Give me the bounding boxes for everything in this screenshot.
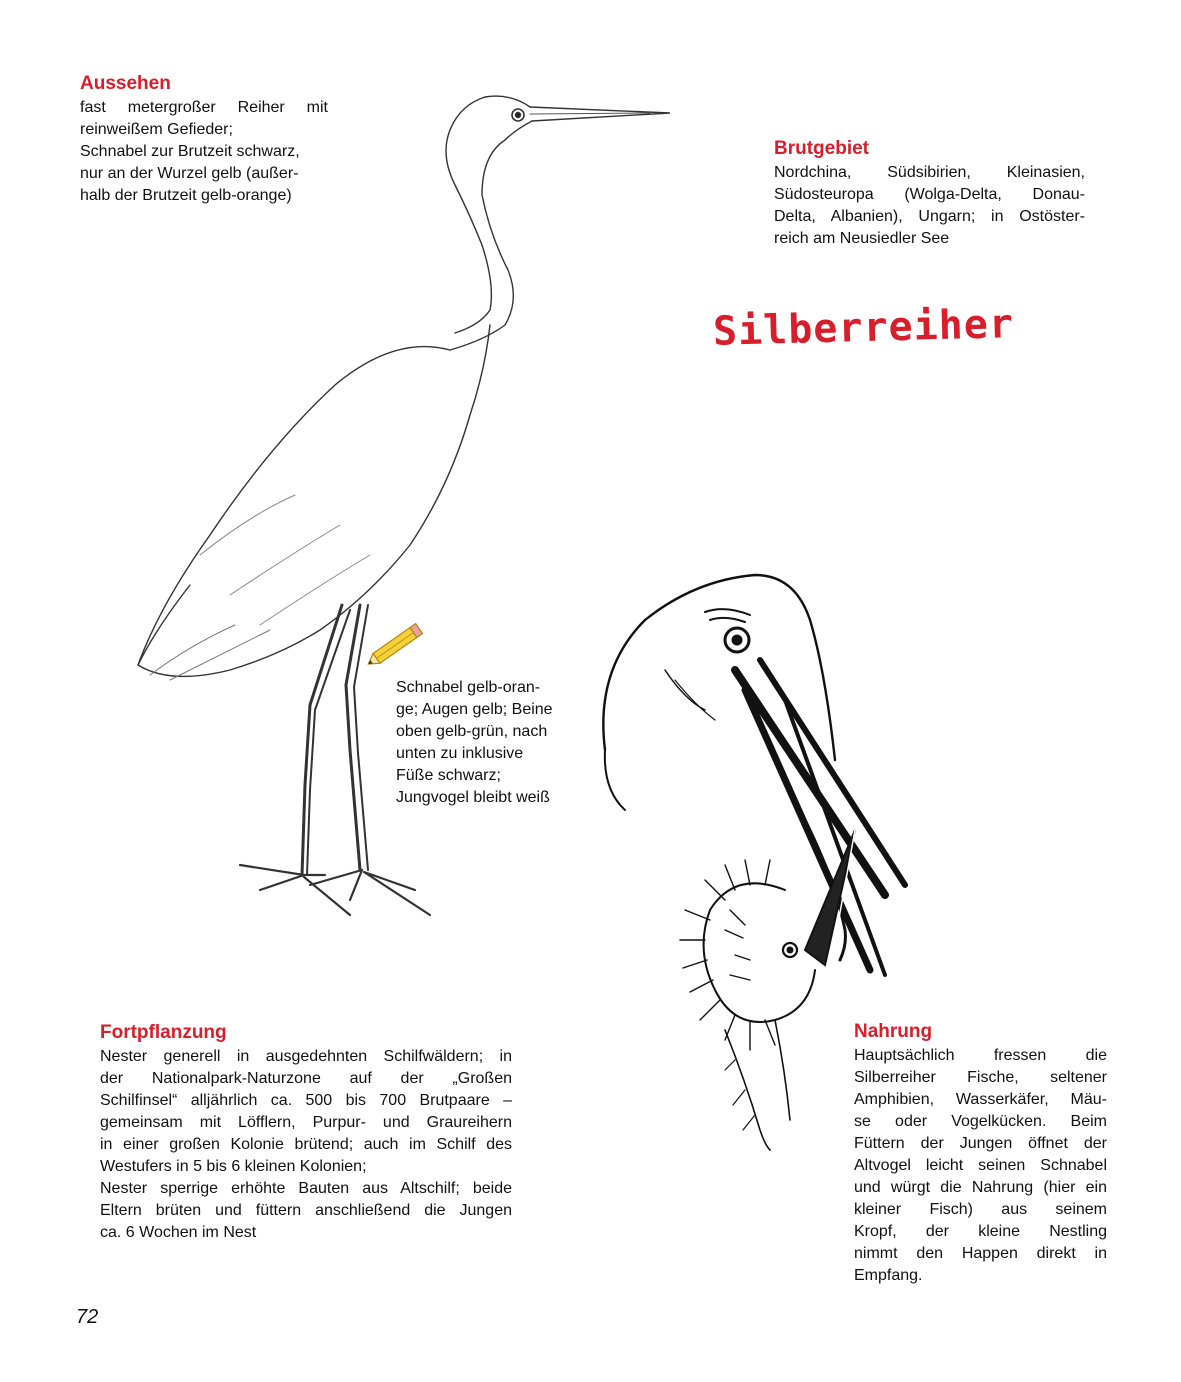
pencil-icon [362,618,432,670]
text-line: reinweißem Gefieder; [80,121,233,138]
text-line: Nester generell in ausgedehnten Schilfwäldern; in [100,1048,512,1065]
text-line: halb der Brutzeit gelb-orange) [80,187,292,204]
brutgebiet-heading: Brutgebiet [774,138,869,159]
color-note [396,677,553,809]
text-line: Kropf, der kleine Nestling [854,1223,1107,1240]
text-line: Jungvogel bleibt weiß [396,789,550,806]
text-line: Schnabel gelb-oran- [396,679,541,696]
text-line: Hauptsächlich fressen die [854,1047,1107,1064]
text-line: gemeinsam mit Löfflern, Purpur- und Graureihern [100,1114,512,1131]
fortpflanzung-heading: Fortpflanzung [100,1022,227,1043]
text-line: fast metergroßer Reiher mit [80,99,328,116]
nahrung-heading: Nahrung [854,1021,933,1042]
page-title: Silberreiher [712,301,1015,355]
text-line: Empfang. [854,1267,923,1284]
text-line: Schnabel zur Brutzeit schwarz, [80,143,300,160]
text-line: der Nationalpark-Naturzone auf der „Großen [100,1070,512,1087]
text-line: Südosteuropa (Wolga-Delta, Donau- [774,186,1085,203]
fortpflanzung-text [100,1046,512,1244]
text-line: in einer großen Kolonie brütend; auch im Schilf des [100,1136,512,1153]
text-line: se oder Vogelkücken. Beim [854,1113,1107,1130]
text-line: ca. 6 Wochen im Nest [100,1224,257,1241]
brutgebiet-text [774,162,1085,250]
text-line: Schilfinsel“ alljährlich ca. 500 bis 700 Brutpaare – [100,1092,512,1109]
text-line: und würgt die Nahrung (hier ein [854,1179,1107,1196]
section-brutgebiet [774,138,1085,250]
nahrung-text [854,1045,1107,1287]
text-line: kleiner Fisch) aus seinem [854,1201,1107,1218]
text-line: Eltern brüten und füttern anschließend die Jungen [100,1202,512,1219]
text-line: unten zu inklusive [396,745,524,762]
section-nahrung [854,1021,1107,1287]
text-line: Altvogel leicht seinen Schnabel [854,1157,1107,1174]
text-line: Amphibien, Wasserkäfer, Mäu- [854,1091,1107,1108]
text-line: ge; Augen gelb; Beine [396,701,553,718]
text-line: Nordchina, Südsibirien, Kleinasien, [774,164,1085,181]
aussehen-heading: Aussehen [80,73,171,94]
text-line: Silberreiher Fische, seltener [854,1069,1107,1086]
text-line: Füttern der Jungen öffnet der [854,1135,1107,1152]
text-line: reich am Neusiedler See [774,230,950,247]
text-line: Delta, Albanien), Ungarn; in Ostöster- [774,208,1085,225]
text-line: Nester sperrige erhöhte Bauten aus Altschilf; beide [100,1180,512,1197]
page-number: 72 [76,1306,99,1328]
section-fortpflanzung [100,1022,512,1244]
text-line: Füße schwarz; [396,767,501,784]
text-line: nimmt den Happen direkt in [854,1245,1107,1262]
text-line: oben gelb-grün, nach [396,723,548,740]
text-line: nur an der Wurzel gelb (außer- [80,165,299,182]
text-line: Westufers in 5 bis 6 kleinen Kolonien; [100,1158,367,1175]
